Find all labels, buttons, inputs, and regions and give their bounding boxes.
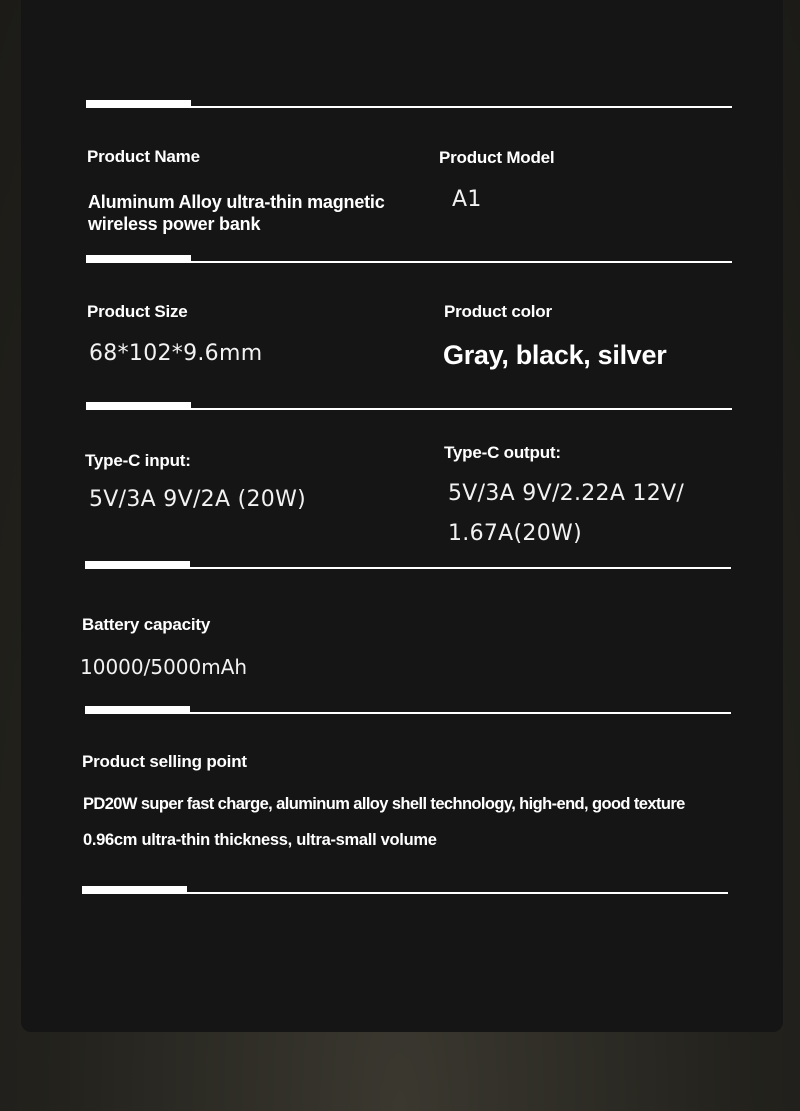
divider-line [187, 892, 728, 894]
typec-output-label: Type-C output: [444, 443, 561, 462]
product-size-value: 68*102*9.6mm [89, 341, 263, 366]
divider-accent [86, 402, 191, 410]
selling-point-line: PD20W super fast charge, aluminum alloy shell technology, high-end, good texture [83, 795, 685, 813]
divider-line [191, 408, 732, 410]
divider-line [190, 712, 731, 714]
section-divider [85, 706, 731, 716]
product-color-value: Gray, black, silver [443, 340, 667, 370]
product-color-label: Product color [444, 302, 552, 321]
divider-accent [86, 255, 191, 263]
section-divider [85, 561, 731, 571]
section-divider [86, 100, 732, 110]
divider-accent [82, 886, 187, 894]
battery-capacity-label: Battery capacity [82, 615, 211, 634]
divider-line [190, 567, 731, 569]
product-name-value-line1: Aluminum Alloy ultra-thin magnetic [88, 192, 385, 212]
divider-accent [85, 706, 190, 714]
divider-line [191, 106, 732, 108]
divider-accent [86, 100, 191, 108]
divider-accent [85, 561, 190, 569]
typec-input-value: 5V/3A 9V/2A (20W) [89, 487, 307, 512]
selling-point-label: Product selling point [82, 752, 247, 771]
battery-capacity-value: 10000/5000mAh [80, 655, 248, 679]
typec-output-value-line2: 1.67A(20W) [448, 521, 582, 546]
divider-line [191, 261, 732, 263]
typec-input-label: Type-C input: [85, 451, 191, 470]
section-divider [86, 255, 732, 265]
product-size-label: Product Size [87, 302, 188, 321]
product-model-value: A1 [452, 187, 482, 212]
product-model-label: Product Model [439, 148, 555, 167]
typec-output-value-line1: 5V/3A 9V/2.22A 12V/ [448, 481, 685, 506]
product-name-label: Product Name [87, 147, 200, 166]
selling-point-line: 0.96cm ultra-thin thickness, ultra-small volume [83, 831, 437, 849]
product-name-value-line2: wireless power bank [88, 214, 261, 234]
section-divider [86, 402, 732, 412]
section-divider [82, 886, 728, 896]
